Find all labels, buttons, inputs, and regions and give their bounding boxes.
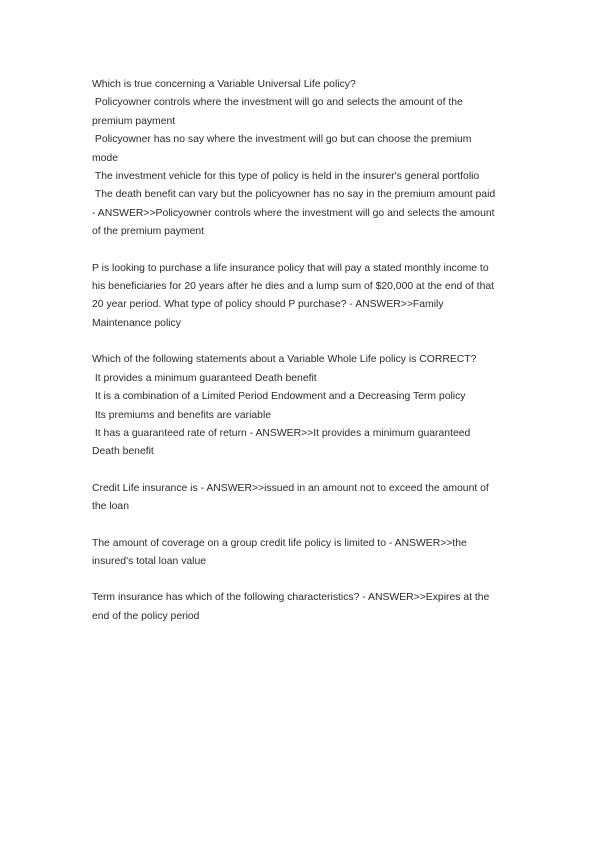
text-line: of the premium payment bbox=[92, 226, 205, 238]
document-page bbox=[92, 76, 512, 644]
text-line: Which of the following statements about a Variable Whole Life policy is CORRECT? bbox=[92, 354, 477, 366]
text-line: insured's total loan value bbox=[92, 555, 207, 567]
question-block bbox=[92, 535, 512, 572]
text-line: Policyowner has no say where the investment will go but can choose the premium bbox=[92, 134, 472, 146]
text-line: P is looking to purchase a life insurance policy that will pay a stated monthly income to bbox=[92, 262, 489, 274]
question-block bbox=[92, 480, 512, 517]
text-line: Death benefit bbox=[92, 446, 154, 458]
text-line: premium payment bbox=[92, 115, 176, 127]
text-line: Term insurance has which of the following characteristics? - ANSWER>>Expires at the bbox=[92, 592, 490, 604]
text-line: It has a guaranteed rate of return - ANSWER>>It provides a minimum guaranteed bbox=[92, 427, 471, 439]
question-block bbox=[92, 76, 512, 242]
question-block bbox=[92, 260, 512, 334]
text-line: Credit Life insurance is - ANSWER>>issued in an amount not to exceed the amount of bbox=[92, 482, 489, 494]
question-block bbox=[92, 351, 512, 461]
text-line: end of the policy period bbox=[92, 610, 200, 622]
text-line: Maintenance policy bbox=[92, 317, 181, 329]
question-block bbox=[92, 589, 512, 626]
text-line: The death benefit can vary but the policyowner has no say in the premium amount paid bbox=[92, 189, 496, 201]
text-line: his beneficiaries for 20 years after he dies and a lump sum of $20,000 at the end of that bbox=[92, 281, 495, 293]
text-line: mode bbox=[92, 152, 118, 164]
text-line: Policyowner controls where the investment will go and selects the amount of the bbox=[92, 97, 463, 109]
text-line: 20 year period. What type of policy should P purchase? - ANSWER>>Family bbox=[92, 299, 444, 311]
text-line: Its premiums and benefits are variable bbox=[92, 409, 272, 421]
text-line: the loan bbox=[92, 501, 129, 513]
text-line: It provides a minimum guaranteed Death benefit bbox=[92, 372, 317, 384]
text-line: - ANSWER>>Policyowner controls where the investment will go and selects the amount bbox=[92, 207, 495, 219]
text-line: It is a combination of a Limited Period Endowment and a Decreasing Term policy bbox=[92, 391, 466, 403]
text-line: The investment vehicle for this type of policy is held in the insurer's general portfolio bbox=[92, 171, 480, 183]
text-line: Which is true concerning a Variable Universal Life policy? bbox=[92, 79, 356, 90]
text-line: The amount of coverage on a group credit life policy is limited to - ANSWER>>the bbox=[92, 537, 467, 549]
